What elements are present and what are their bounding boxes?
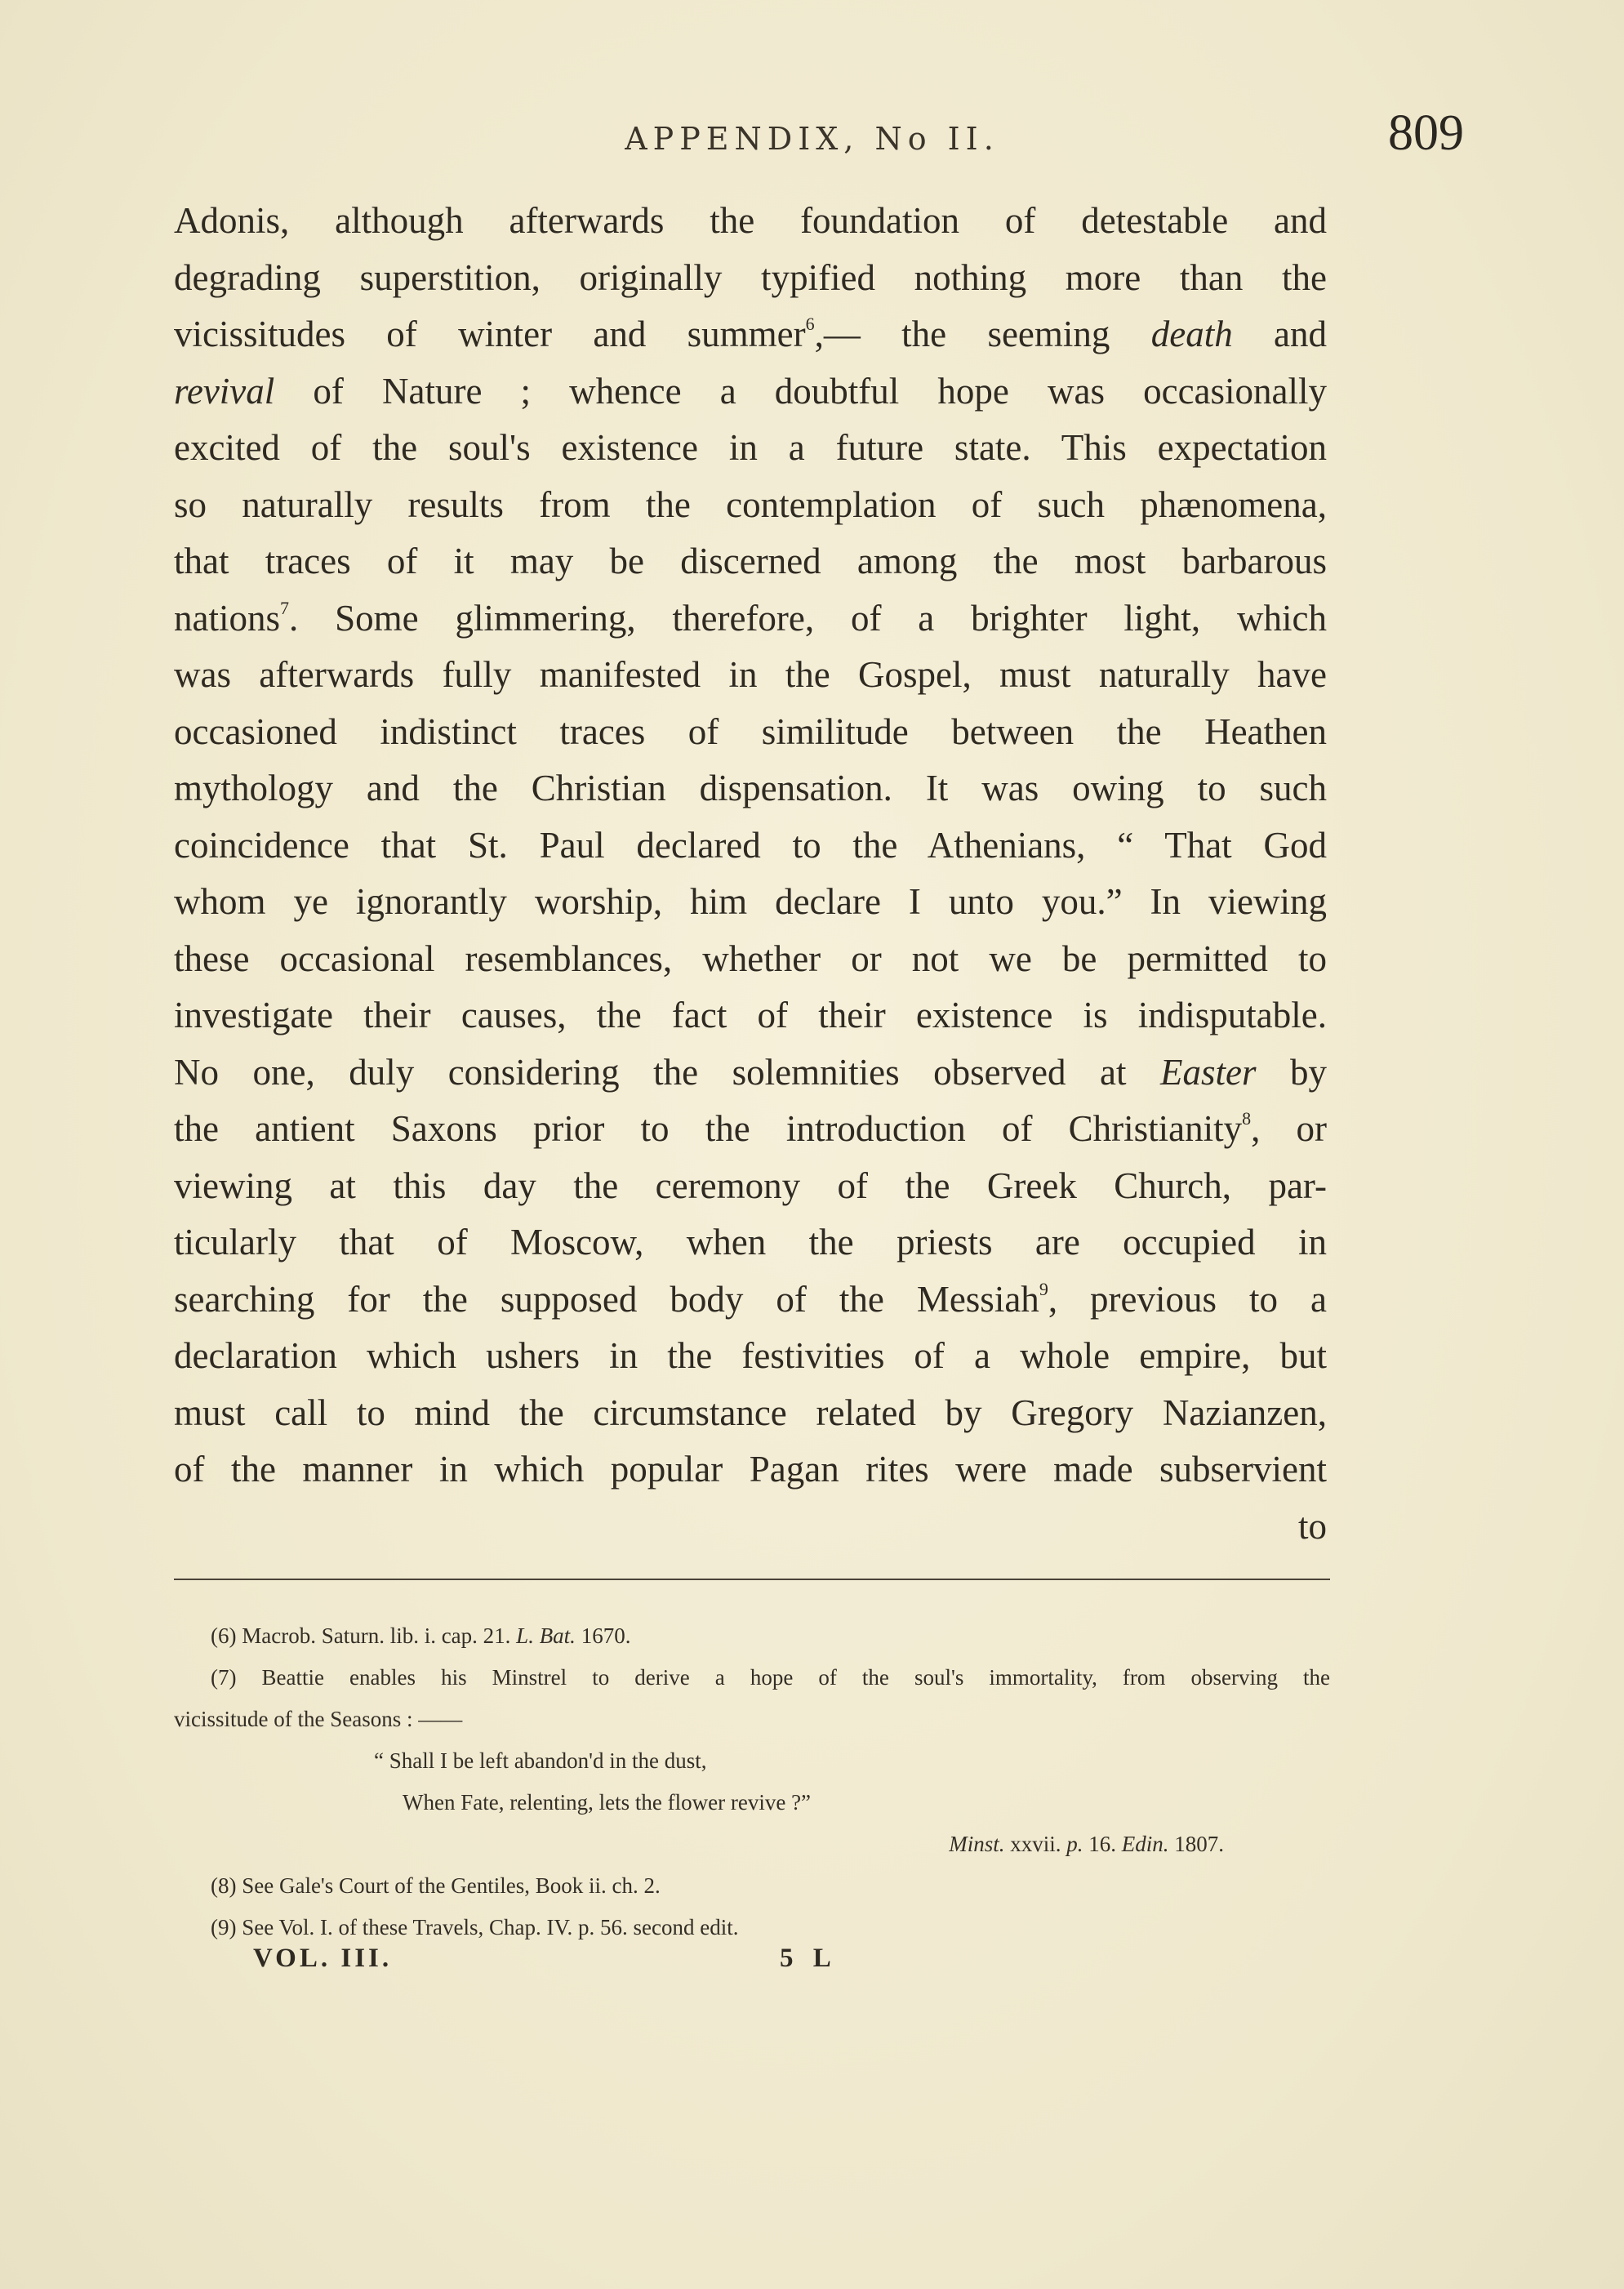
footnote-6 (174, 1615, 1330, 1657)
text-line: was afterwards fully manifested in the Gospel, must naturally have (174, 654, 1327, 695)
text-span: , previous to a (1048, 1278, 1328, 1320)
text-line: coincidence that St. Paul declared to the Athenians, “ That God (174, 824, 1327, 866)
text-line: whom ye ignorantly worship, him declare I unto you.” In viewing (174, 881, 1327, 922)
footnote-ref-7: 7 (280, 597, 289, 618)
footnote-7: (7) Beattie enables his Minstrel to derive a hope of the soul's immortality, from observing the (211, 1665, 1330, 1690)
text-span: searching for the supposed body of the Messiah (174, 1278, 1039, 1320)
text-line: of the manner in which popular Pagan rites were made subservient (174, 1449, 1327, 1490)
text-line: so naturally results from the contemplation of such phænomena, (174, 483, 1327, 525)
text-span: of Nature ; whence a doubtful hope was occasionally (313, 370, 1328, 412)
text-span: ,— the seeming (814, 314, 1110, 354)
cite-part: 1807. (1174, 1832, 1224, 1856)
cite-part: 16. (1088, 1832, 1116, 1856)
verse-citation (174, 1824, 1330, 1865)
verse-line: “ Shall I be left abandon'd in the dust, (374, 1748, 707, 1773)
footnote-text: 1670. (581, 1623, 631, 1648)
text-line (174, 363, 1327, 421)
text-span: the antient Saxons prior to the introduction of Christianity (174, 1108, 1243, 1149)
italic-death: death (1150, 314, 1233, 354)
text-line: declaration which ushers in the festivities of a whole empire, but (174, 1335, 1327, 1376)
footnote-text: (6) Macrob. Saturn. lib. i. cap. 21. (211, 1623, 511, 1648)
text-line: must call to mind the circumstance related by Gregory Nazianzen, (174, 1392, 1327, 1433)
footnote-9: (9) See Vol. I. of these Travels, Chap. IV. p. 56. second edit. (211, 1915, 739, 1939)
cite-part: Minst. (949, 1832, 1005, 1856)
text-span: and (1274, 314, 1328, 354)
text-line: excited of the soul's existence in a future state. This expectation (174, 427, 1327, 468)
text-span: vicissitudes of winter and summer (174, 314, 806, 354)
italic-revival: revival (174, 370, 275, 412)
text-span: . Some glimmering, therefore, of a brighter light, which (289, 597, 1327, 639)
footnote-7-cont: vicissitude of the Seasons : —— (174, 1707, 463, 1731)
page-number: 809 (1388, 105, 1464, 161)
text-line (174, 306, 1327, 363)
footnote-8: (8) See Gale's Court of the Gentiles, Book ii. ch. 2. (211, 1873, 661, 1898)
running-head: APPENDIX, No II. (625, 121, 999, 157)
main-text (174, 193, 1327, 1555)
text-span: by (1290, 1051, 1328, 1093)
cite-part: p. (1066, 1832, 1083, 1856)
text-line: mythology and the Christian dispensation. It was owing to such (174, 768, 1327, 808)
cite-part: Edin. (1121, 1832, 1169, 1856)
text-line (174, 590, 1327, 648)
footnote-ref-8: 8 (1242, 1108, 1252, 1129)
italic-easter: Easter (1160, 1051, 1257, 1093)
footnote-ref-9: 9 (1039, 1278, 1048, 1299)
text-line: degrading superstition, originally typified nothing more than the (174, 256, 1327, 298)
volume-label: VOL. III. (253, 1944, 393, 1973)
catchword: to (1297, 1505, 1327, 1547)
text-line (174, 1044, 1327, 1102)
footnotes (174, 1615, 1330, 1948)
text-span: nations (174, 597, 280, 639)
text-line: ticularly that of Moscow, when the priests are occupied in (174, 1222, 1327, 1263)
footnote-rule (174, 1579, 1330, 1580)
signature-mark: 5 L (780, 1944, 838, 1973)
text-line: Adonis, although afterwards the foundation of detestable and (174, 200, 1327, 241)
text-span: No one, duly considering the solemnities observed at (174, 1051, 1127, 1093)
text-span: , or (1251, 1108, 1327, 1149)
cite-part: xxvii. (1010, 1832, 1061, 1856)
text-line (174, 1101, 1327, 1158)
text-line: that traces of it may be discerned among the most barbarous (174, 541, 1327, 581)
text-line: viewing at this day the ceremony of the Greek Church, par- (174, 1165, 1327, 1206)
text-line: occasioned indistinct traces of similitude between the Heathen (174, 710, 1327, 752)
text-line: investigate their causes, the fact of their existence is indisputable. (174, 995, 1327, 1035)
verse-line: When Fate, relenting, lets the flower revive ?” (403, 1790, 812, 1815)
text-line (174, 1271, 1327, 1329)
footnote-italic: L. Bat. (516, 1623, 576, 1648)
footnote-ref-6: 6 (805, 314, 815, 334)
text-line: these occasional resemblances, whether or not we be permitted to (174, 937, 1327, 979)
